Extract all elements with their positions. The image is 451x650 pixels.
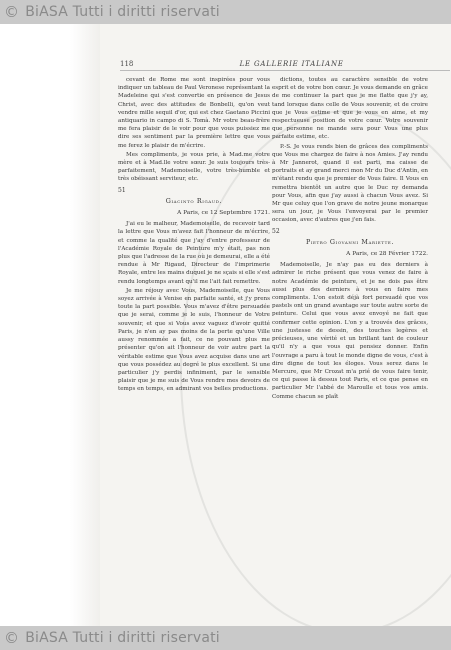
paragraph: Je me réjouy avec Vous, Mademoiselle, que Vous soyez arrivée à Venise en parfaite santé, et j'y prens toute la part possible. Vous m'avez d'être persuadée que je serai, comme je le suis, l'honneur de Votre souvenir, et que si Vous avez vaguez d'avoir quitté Paris, je n'en ay pas moins de la perte qu'une Ville aussy renommée a fait, ce ne pouvant plus me présenter qu'on ait l'honneur de voir autre part la véritable estime que Vous avez acquise dans une art que vous possédez au degré le plus excellent. Si une particulier j'y perdis infiniment, par le sensible plaisir que je me suis de Vous rendre mes devoirs de temps en temps, en admirant vos belles productions. (118, 287, 270, 393)
paragraph: P.-S. Je vous rends bien de grâces des compliments que Vous me chargez de faire à nos Amies. J'ay rendu à Mr Jannerot, quand il est parti, ma caisse de portraits et ay grand merci mon Mr du Duc d'Antin, en m'étant rendu que je premier de Vous faire. Il Vous en remettra bientôt un autre que le Duc ny demanda pour Vous, afin que j'ay aussi à chacun Vous avez. Si Mr que celuy que l'on grave de notre jeune monarque sera un jour, je Vous l'envoyerai par le premier occasion, avec d'autres que j'en fais. (272, 143, 428, 224)
paragraph: Mademoiselle, Je n'ay pas eu des derniers à admirer le riche présent que vous venez de faire à notre Académie de peinture, et je ne dois pas être aussi plus des derniers à vous en faire mes compliments. L'on estoit déjà fort persuadé que vos pastels ont un grand avantage sur toute autre sorte de peinture. Celui que vous avez envoyé ne fait que confirmer cette opinion. L'on y a trouvés des grâces, une justesse de dessin, des touches legères et précieuses, une vérité et un brillant tant de couleur qu'il n'y a que vous qui pensiez donner. Enfin l'ouvrage a paru à tout le monde digne de vous, c'est à dire digne de tout les éloges. Vous serez dans le Mercure, que Mr Crozat m'a prié de vous faire tenir, ce qui passe là dessus tout Paris, et ce que pense en particulier Mr l'abbé de Maroulle et tous vos amis. Comme chacun se plaît (272, 262, 428, 400)
page-number: 118 (120, 60, 134, 68)
running-header (120, 60, 450, 71)
running-title: LE GALLERIE ITALIANE (239, 60, 344, 68)
letter-number: 52 (272, 227, 280, 235)
letter-author: Pietro Giovanni Mariette. (305, 237, 395, 246)
paragraph: Mes compliments, je vous prie, à Mad.me votre mère et à Mad.lle votre sœur. Je suis toujours très-parfaitement, Mademoiselle, votre très-humble et très obéissant serviteur, etc. (118, 151, 270, 183)
page-binding-margin (0, 24, 100, 626)
letter-number: 51 (118, 186, 126, 194)
copyright-banner-text: BiASA Tutti i diritti riservati (25, 4, 220, 20)
paragraph: cevant de Rome me sont inspirées pour vous indiquer un tableau de Paul Veronese représentant la Madeleine qui s'est convertie en présence de Jesus Christ, avec des attitudes de Bonbelli, qu'on veut vendre mille sequil d'or, qui est chez Gaetano Piccini antiquario in campo di S. Tomà. Mr votre beau-frère me fera plaisir de le voir pour que vous puissiez me dire ses sentiment par la première lettre que vous me ferez le plaisir de m'écrire. (118, 77, 270, 149)
letter-place-date: A Paris, ce 28 Février 1722. (346, 251, 428, 258)
paragraph: dictions, toutes au caractère sensible de votre esprit et de votre bon cœur. Je vous demande en grâce de me continuer la part que je me flatte que j'y ay, tand lorsque dans celle de Vous souvenir, et de croire que je Vous estime et que je vous en aime, et my respectueuse position de votre cœur. Votre souvenir que personne ne mande sera pour Vous une plus parfaite estime, etc. (272, 77, 428, 141)
left-column (118, 76, 270, 395)
copyright-banner-bottom (0, 626, 451, 650)
copyright-banner-text: BiASA Tutti i diritti riservati (25, 630, 220, 646)
paragraph: J'ai eu le malheur, Mademoiselle, de recevoir tard la lettre que Vous m'avez fait l'honneur de m'écrire, et comme la qualité que j'ay d'entre professeur de l'Académie Royale de Peinture m'y était, pas non plus que l'adresse de la rue où je demeurai, elle a été rendue à Mr Rigaud, Directeur de l'imprimerie Royale, entre les mains duquel je ne sçais si elle s'est rendu longtemps avant qu'il me l'ait fait remettre. (118, 221, 270, 285)
right-column (272, 76, 428, 402)
copyright-banner-top (0, 0, 451, 24)
letter-place-date: A Paris, ce 12 Septembre 1721. (177, 210, 270, 217)
copyright-icon: © (4, 629, 20, 647)
copyright-icon: © (4, 3, 20, 21)
letter-author: Giacinto Rigaud. (165, 196, 223, 205)
